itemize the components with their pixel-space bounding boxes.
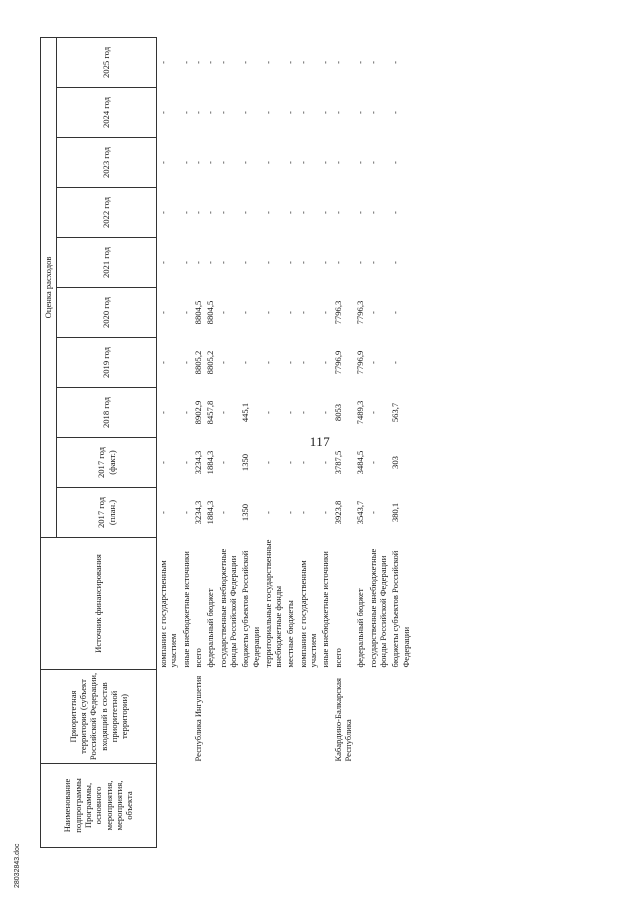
- source-cell: компании с государственным участием: [158, 560, 179, 668]
- value-cell: -: [332, 61, 343, 64]
- value-cell: -: [262, 311, 273, 314]
- value-cell: -: [390, 261, 401, 264]
- value-cell: -: [217, 411, 228, 414]
- value-cell: -: [367, 161, 378, 164]
- value-cell: -: [217, 61, 228, 64]
- value-cell: -: [320, 261, 331, 264]
- value-cell: -: [262, 261, 273, 264]
- value-cell: -: [217, 311, 228, 314]
- value-cell: -: [367, 461, 378, 464]
- value-cell: 8804,5: [205, 300, 216, 325]
- value-cell: -: [320, 311, 331, 314]
- value-cell: -: [390, 161, 401, 164]
- value-cell: -: [240, 111, 251, 114]
- value-cell: -: [320, 61, 331, 64]
- value-cell: -: [217, 261, 228, 264]
- table-row: [319, 37, 331, 847]
- value-cell: -: [205, 261, 216, 264]
- value-cell: -: [297, 361, 308, 364]
- table-row: [332, 37, 355, 847]
- name-cell: [217, 764, 240, 848]
- territory-cell: [180, 670, 192, 764]
- value-cell: -: [217, 211, 228, 214]
- name-cell: [284, 764, 296, 848]
- value-cell: -: [297, 161, 308, 164]
- value-cell: -: [367, 511, 378, 514]
- value-cell: -: [205, 161, 216, 164]
- value-cell: -: [367, 111, 378, 114]
- name-cell: [157, 764, 180, 848]
- name-cell: [367, 764, 390, 848]
- territory-cell: Кабардино-Балкарская Республика: [332, 678, 353, 762]
- value-cell: 3484,5: [355, 450, 366, 475]
- value-cell: -: [158, 261, 168, 264]
- value-cell: -: [217, 111, 228, 114]
- value-cell: -: [158, 61, 168, 64]
- value-cell: 7489,3: [355, 400, 366, 425]
- name-cell: [180, 764, 192, 848]
- value-cell: -: [320, 461, 331, 464]
- header-year: 2024 год: [57, 88, 157, 138]
- territory-cell: [319, 670, 331, 764]
- header-year: 2018 год: [57, 388, 157, 438]
- territory-cell: [262, 670, 285, 764]
- territory-cell: [239, 670, 262, 764]
- value-cell: -: [332, 161, 343, 164]
- value-cell: 1350: [240, 503, 251, 522]
- territory-cell: [284, 670, 296, 764]
- value-cell: -: [320, 211, 331, 214]
- name-cell: [239, 764, 262, 848]
- value-cell: -: [297, 111, 308, 114]
- value-cell: -: [285, 311, 296, 314]
- value-cell: -: [158, 161, 168, 164]
- value-cell: -: [320, 511, 331, 514]
- value-cell: -: [262, 211, 273, 214]
- value-cell: -: [158, 211, 168, 214]
- source-cell: государственные внебюджетные фонды Российской Федерации: [217, 548, 238, 668]
- value-cell: -: [297, 411, 308, 414]
- value-cell: -: [158, 511, 168, 514]
- header-year: 2017 год (план.): [57, 488, 157, 538]
- source-cell: бюджеты субъектов Российской Федерации: [390, 550, 411, 668]
- header-territory-column: Приоритетная территория (субъект Российской Федерации, входящий в состав приоритетной территории): [41, 670, 157, 764]
- source-cell: местные бюджеты: [285, 600, 296, 668]
- value-cell: 445,1: [240, 402, 251, 423]
- value-cell: -: [355, 61, 366, 64]
- value-cell: 1350: [240, 453, 251, 472]
- header-source-column: Источник финансирования: [41, 538, 157, 670]
- header-year: 2022 год: [57, 188, 157, 238]
- header-expense-group: Оценка расходов: [41, 37, 57, 537]
- table-row: [180, 37, 192, 847]
- value-cell: -: [262, 411, 273, 414]
- value-cell: -: [390, 311, 401, 314]
- value-cell: -: [262, 161, 273, 164]
- value-cell: -: [240, 361, 251, 364]
- value-cell: -: [180, 411, 191, 414]
- value-cell: -: [262, 511, 273, 514]
- value-cell: 3234,3: [192, 500, 203, 525]
- table-row: [367, 37, 390, 847]
- value-cell: 8053: [332, 403, 343, 422]
- header-year: 2019 год: [57, 338, 157, 388]
- source-cell: бюджеты субъектов Российской Федерации: [240, 550, 261, 668]
- value-cell: -: [367, 361, 378, 364]
- value-cell: -: [297, 511, 308, 514]
- value-cell: -: [158, 361, 168, 364]
- value-cell: -: [332, 261, 343, 264]
- header-year: 2017 год (факт.): [57, 438, 157, 488]
- value-cell: -: [285, 261, 296, 264]
- territory-cell: [204, 670, 216, 764]
- header-year: 2020 год: [57, 288, 157, 338]
- territory-cell: [354, 670, 366, 764]
- value-cell: 3787,5: [332, 450, 343, 475]
- value-cell: -: [320, 161, 331, 164]
- value-cell: 7796,9: [332, 350, 343, 375]
- value-cell: 7796,3: [355, 300, 366, 325]
- rotated-table-container: [40, 38, 555, 848]
- page-number: 117: [309, 434, 331, 449]
- value-cell: -: [180, 211, 191, 214]
- value-cell: -: [158, 461, 168, 464]
- name-cell: [332, 764, 355, 848]
- table-body: [157, 37, 412, 847]
- value-cell: -: [240, 161, 251, 164]
- value-cell: -: [285, 211, 296, 214]
- source-cell: государственные внебюджетные фонды Российской Федерации: [367, 548, 388, 668]
- value-cell: -: [205, 61, 216, 64]
- value-cell: -: [240, 311, 251, 314]
- value-cell: -: [297, 211, 308, 214]
- value-cell: -: [285, 361, 296, 364]
- value-cell: -: [262, 111, 273, 114]
- value-cell: -: [217, 361, 228, 364]
- name-cell: [204, 764, 216, 848]
- value-cell: -: [367, 411, 378, 414]
- name-cell: [389, 764, 412, 848]
- value-cell: -: [390, 61, 401, 64]
- value-cell: -: [217, 461, 228, 464]
- territory-cell: [297, 670, 320, 764]
- table-row: [284, 37, 296, 847]
- value-cell: -: [355, 211, 366, 214]
- file-label: 28032843.doc: [14, 843, 21, 888]
- value-cell: -: [390, 211, 401, 214]
- value-cell: 380,1: [390, 502, 401, 523]
- value-cell: -: [192, 261, 203, 264]
- value-cell: 8805,2: [192, 350, 203, 375]
- table-row: [157, 37, 180, 847]
- value-cell: -: [192, 61, 203, 64]
- value-cell: -: [205, 111, 216, 114]
- value-cell: -: [262, 461, 273, 464]
- value-cell: -: [180, 511, 191, 514]
- source-cell: федеральный бюджет: [205, 588, 216, 668]
- value-cell: -: [240, 61, 251, 64]
- value-cell: -: [390, 111, 401, 114]
- value-cell: -: [285, 411, 296, 414]
- value-cell: -: [180, 61, 191, 64]
- value-cell: -: [367, 261, 378, 264]
- header-year: 2025 год: [57, 37, 157, 87]
- expenses-table: [40, 37, 412, 848]
- value-cell: -: [217, 511, 228, 514]
- value-cell: 8457,8: [205, 400, 216, 425]
- value-cell: -: [355, 261, 366, 264]
- value-cell: 563,7: [390, 402, 401, 423]
- territory-cell: [217, 670, 240, 764]
- value-cell: -: [297, 261, 308, 264]
- value-cell: -: [262, 361, 273, 364]
- table-row: [217, 37, 240, 847]
- value-cell: -: [285, 511, 296, 514]
- value-cell: -: [297, 61, 308, 64]
- value-cell: -: [332, 111, 343, 114]
- table-row: [354, 37, 366, 847]
- table-row: [297, 37, 320, 847]
- value-cell: 1884,3: [205, 500, 216, 525]
- value-cell: -: [355, 161, 366, 164]
- source-cell: иные внебюджетные источники: [180, 551, 191, 668]
- value-cell: -: [285, 461, 296, 464]
- value-cell: 3543,7: [355, 500, 366, 525]
- source-cell: всего: [192, 648, 203, 668]
- value-cell: 7796,3: [332, 300, 343, 325]
- header-year: 2023 год: [57, 138, 157, 188]
- value-cell: -: [180, 461, 191, 464]
- value-cell: -: [320, 361, 331, 364]
- value-cell: -: [355, 111, 366, 114]
- value-cell: -: [180, 261, 191, 264]
- territory-cell: [367, 670, 390, 764]
- value-cell: -: [192, 161, 203, 164]
- table-row: [192, 37, 204, 847]
- value-cell: -: [180, 161, 191, 164]
- value-cell: -: [285, 61, 296, 64]
- value-cell: -: [180, 111, 191, 114]
- value-cell: -: [158, 411, 168, 414]
- name-cell: [354, 764, 366, 848]
- value-cell: -: [205, 211, 216, 214]
- source-cell: иные внебюджетные источники: [320, 551, 331, 668]
- value-cell: -: [390, 361, 401, 364]
- source-cell: федеральный бюджет: [355, 588, 366, 668]
- value-cell: -: [180, 361, 191, 364]
- value-cell: -: [262, 61, 273, 64]
- value-cell: -: [217, 161, 228, 164]
- name-cell: [319, 764, 331, 848]
- value-cell: -: [367, 211, 378, 214]
- value-cell: -: [158, 311, 168, 314]
- name-cell: [297, 764, 320, 848]
- value-cell: -: [297, 311, 308, 314]
- value-cell: -: [240, 261, 251, 264]
- value-cell: 1884,3: [205, 450, 216, 475]
- table-row: [239, 37, 262, 847]
- value-cell: -: [320, 411, 331, 414]
- value-cell: -: [332, 211, 343, 214]
- value-cell: -: [320, 111, 331, 114]
- table-row: [262, 37, 285, 847]
- header-year: 2021 год: [57, 238, 157, 288]
- source-cell: всего: [332, 648, 343, 668]
- name-cell: [262, 764, 285, 848]
- value-cell: 8804,5: [192, 300, 203, 325]
- table-header: [41, 37, 157, 847]
- value-cell: -: [297, 461, 308, 464]
- value-cell: 303: [390, 456, 401, 469]
- value-cell: 8805,2: [205, 350, 216, 375]
- territory-cell: Республика Ингушетия: [192, 675, 203, 762]
- territory-cell: [389, 670, 412, 764]
- table-row: [389, 37, 412, 847]
- value-cell: -: [240, 211, 251, 214]
- value-cell: -: [285, 111, 296, 114]
- value-cell: -: [367, 61, 378, 64]
- header-name-column: Наименование подпрограммы Программы, основного мероприятия, мероприятия, объекта: [41, 764, 157, 848]
- value-cell: -: [367, 311, 378, 314]
- source-cell: территориальные государственные внебюджетные фонды: [262, 539, 284, 668]
- source-cell: компании с государственным участием: [297, 560, 319, 668]
- value-cell: 3234,3: [192, 450, 203, 475]
- value-cell: -: [192, 111, 203, 114]
- value-cell: -: [180, 311, 191, 314]
- name-cell: [192, 764, 204, 848]
- value-cell: 7796,9: [355, 350, 366, 375]
- table-row: [204, 37, 216, 847]
- value-cell: -: [158, 111, 168, 114]
- value-cell: 8902,9: [192, 400, 203, 425]
- territory-cell: [157, 670, 180, 764]
- value-cell: -: [285, 161, 296, 164]
- value-cell: 3923,8: [332, 500, 343, 525]
- value-cell: -: [192, 211, 203, 214]
